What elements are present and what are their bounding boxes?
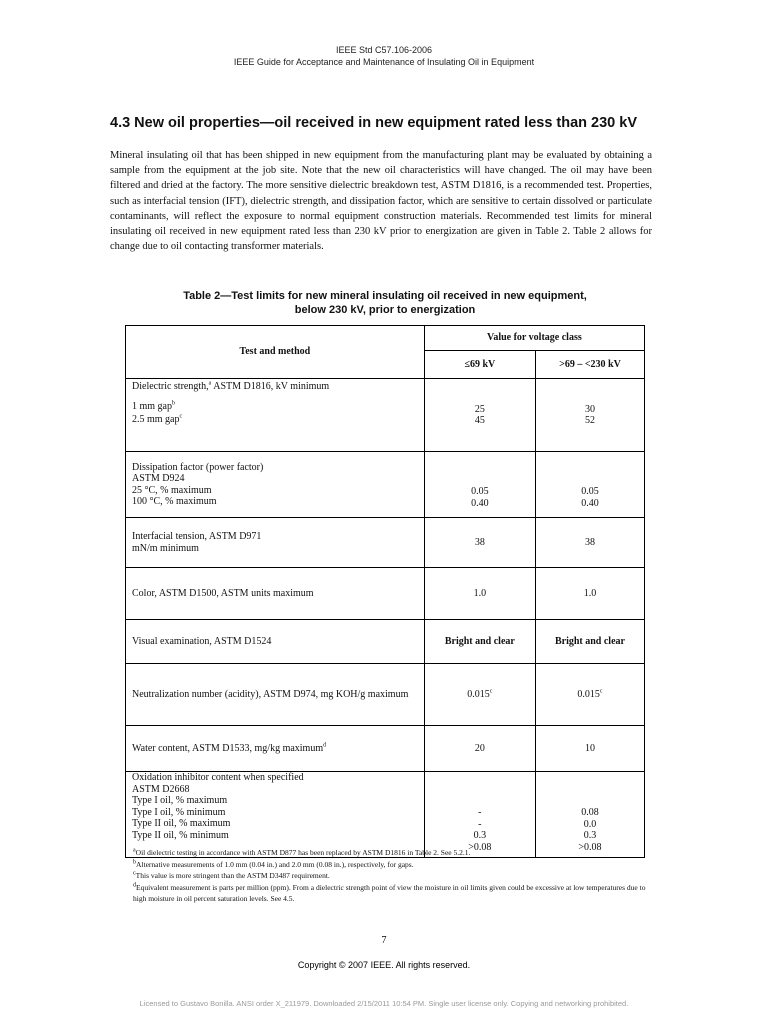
row-visual-v1: Bright and clear (424, 620, 535, 664)
header-guide-text: IEEE Guide for Acceptance and Maintenance of Insulating Oil in Equipment (233, 57, 535, 67)
row-dielectric-v1: 25 45 (424, 379, 535, 452)
table-row (126, 620, 645, 664)
row-ift-v2: 38 (535, 518, 644, 568)
row-water-v2: 10 (535, 726, 644, 772)
row-water-label: Water content, ASTM D1533, mg/kg maximum$^d$ (126, 726, 425, 772)
row-neutralization-label: Neutralization number (acidity), ASTM D974, mg KOH/g maximum (126, 664, 425, 726)
row-dissipation-label: Dissipation factor (power factor) ASTM D924 25 °C, % maximum 100 °C, % maximum (126, 452, 425, 518)
row-oxidation-v1: - - 0.3 >0.08 (424, 772, 535, 858)
row-ift-v1: 38 (424, 518, 535, 568)
header-col-le69: ≤69 kV (424, 351, 535, 379)
section-paragraph: Mineral insulating oil that has been shipped in new equipment from the manufacturing plant may be evaluated by obtaining a sample from the equipment at the job site. Note that the new oil characteristics will have changed. The oil may have been filtered and dried at the factory. The more sensitive dielectric breakdown test, ASTM D1816, is a recommended test. Properties, such as interfacial tension (IFT), dielectric strength, and dissipation factor, which are sensitive to certain dissolved or particulate contaminants, will reflect the exposure to normal equipment construction materials. Recommended test limits for mineral insulating oil received in new equipment rated less than 230 kV prior to energization are given in Table 2. Table 2 allows for change due to oil contacting transformer materials. (110, 150, 652, 253)
row-dissipation-v1: 0.05 0.40 (424, 452, 535, 518)
table-row (126, 518, 645, 568)
row-dielectric-v2: 30 52 (535, 379, 644, 452)
row-visual-label: Visual examination, ASTM D1524 (126, 620, 425, 664)
table-caption-line2: below 230 kV, prior to energization (294, 304, 476, 316)
footnote-c: $^c$This value is more stringent than the ASTM D3487 requirement. (133, 870, 330, 880)
row-dielectric-label: Dielectric strength,$^a$ ASTM D1816, kV minimum 1 mm gap$^b$ 2.5 mm gap$^c$ (126, 379, 425, 452)
table-row (126, 568, 645, 620)
header-voltage-class: Value for voltage class (424, 326, 644, 351)
copyright-notice: Copyright © 2007 IEEE. All rights reserved. (297, 960, 471, 970)
page-number: 7 (381, 935, 387, 946)
table-row (126, 726, 645, 772)
row-neutralization-v2: 0.015$^c$ (535, 664, 644, 726)
footnote-a: $^a$Oil dielectric testing in accordance with ASTM D877 has been replaced by ASTM D1816 in Table 2. See 5.2.1. (133, 847, 471, 857)
row-color-label: Color, ASTM D1500, ASTM units maximum (126, 568, 425, 620)
row-color-v1: 1.0 (424, 568, 535, 620)
row-color-v2: 1.0 (535, 568, 644, 620)
header-standard-number: IEEE Std C57.106-2006 (335, 45, 433, 55)
row-neutralization-v1: 0.015$^c$ (424, 664, 535, 726)
header-guide-title (0, 57, 768, 67)
license-watermark: Licensed to Gustavo Bonilla. ANSI order X_211979. Downloaded 2/15/2011 10:54 PM. Single user license only. Copying and networking prohibited. (139, 999, 629, 1008)
table-row (126, 772, 645, 858)
header-col-69-230: >69 – <230 kV (535, 351, 644, 379)
footnote-d: $^d$Equivalent measurement is parts per million (ppm). From a dielectric strength point of view the moisture in oil limits given could be excessive at low temperatures due to high moisture in oil percent saturation levels. See 4.5. (133, 882, 646, 903)
footnote-b: $^b$Alternative measurements of 1.0 mm (0.04 in.) and 2.0 mm (0.08 in.), respectively, for gaps. (133, 859, 414, 869)
row-visual-v2: Bright and clear (535, 620, 644, 664)
table-caption-line1: Table 2—Test limits for new mineral insulating oil received in new equipment, (183, 290, 587, 302)
row-oxidation-v2: 0.08 0.0 0.3 >0.08 (535, 772, 644, 858)
row-water-v1: 20 (424, 726, 535, 772)
table-row (126, 664, 645, 726)
header-test-method: Test and method (126, 326, 425, 379)
table-footnotes (133, 847, 653, 905)
table-row (126, 452, 645, 518)
row-dissipation-v2: 0.05 0.40 (535, 452, 644, 518)
table-row (126, 379, 645, 452)
test-limits-table (125, 325, 645, 858)
row-oxidation-label: Oxidation inhibitor content when specified ASTM D2668 Type I oil, % maximum Type I oil, % minimum Type II oil, % maximum Type II oil, % minimum (126, 772, 425, 858)
row-ift-label: Interfacial tension, ASTM D971 mN/m minimum (126, 518, 425, 568)
section-title: 4.3 New oil properties—oil received in new equipment rated less than 230 kV (110, 115, 638, 131)
